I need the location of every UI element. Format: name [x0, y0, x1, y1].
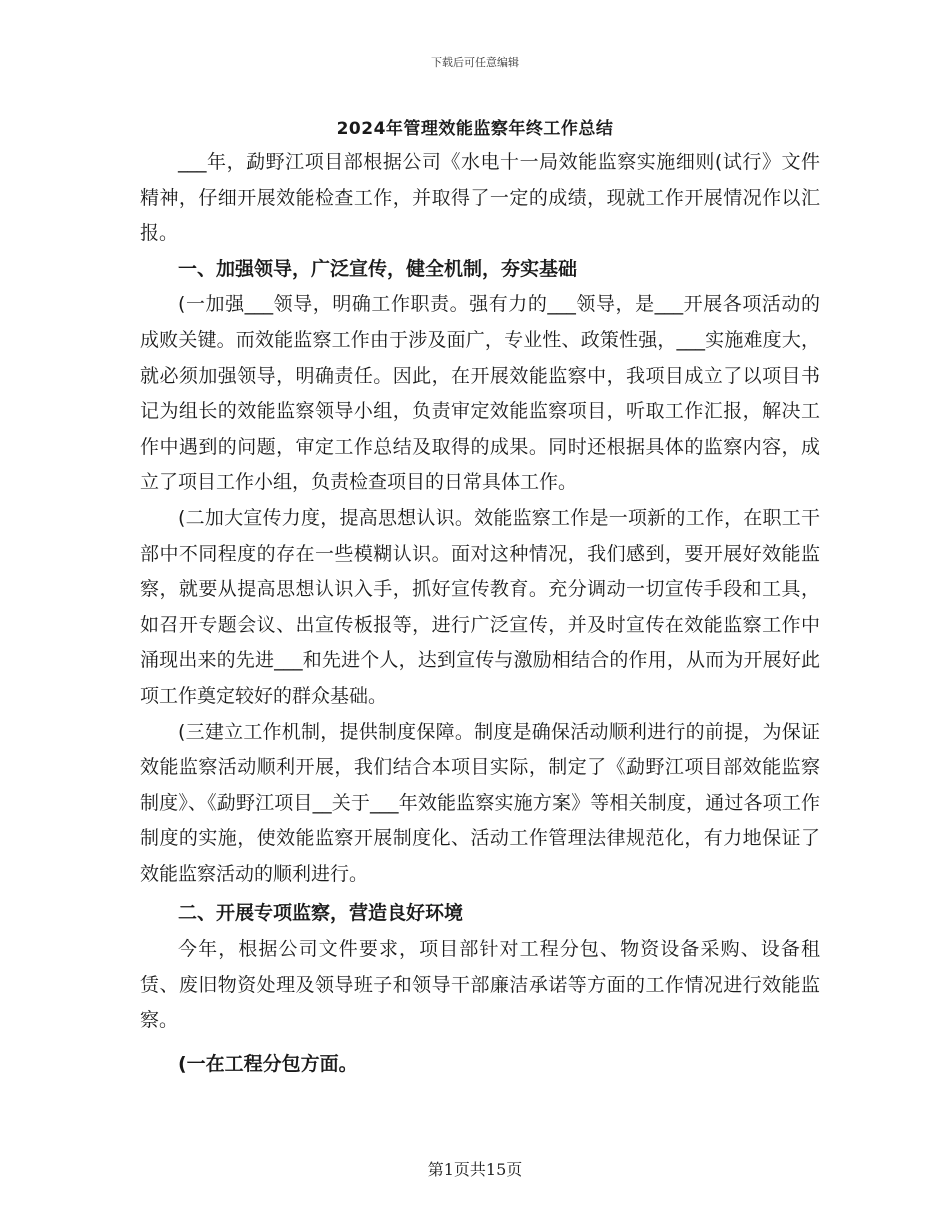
page-number: 第1页共15页 — [427, 1160, 523, 1179]
paragraph-mechanism: (三建立工作机制，提供制度保障。制度是确保活动顺利进行的前提，为保证效能监察活动顺利开展，我们结合本项目实际，制定了《勐野江项目部效能监察制度》、《勐野江项目__关于___年效能监察实施方案》等相关制度，通过各项工作制度的实施，使效能监察开展制度化、活动工作管理法律规范化，有力地保证了效能监察活动的顺利进行。 — [140, 720, 820, 885]
section-heading-2: 二、开展专项监察，营造良好环境 — [178, 902, 464, 925]
paragraph-leadership: (一加强___领导，明确工作职责。强有力的___领导，是___开展各项活动的成败关键。而效能监察工作由于涉及面广，专业性、政策性强，___实施难度大，就必须加强领导，明确责任。因此，在开展效能监察中，我项目成立了以项目书记为组长的效能监察领导小组，负责审定效能监察项目，听取工作汇报，解决工作中遇到的问题，审定工作总结及取得的成果。同时还根据具体的监察内容，成立了项目工作小组，负责检查项目的日常具体工作。 — [140, 293, 820, 494]
section-heading-1: 一、加强领导，广泛宣传，健全机制，夯实基础 — [178, 257, 578, 280]
paragraph-special-supervision: 今年，根据公司文件要求，项目部针对工程分包、物资设备采购、设备租赁、废旧物资处理及领导班子和领导干部廉洁承诺等方面的工作情况进行效能监察。 — [140, 938, 820, 1032]
header-note: 下载后可任意编辑 — [431, 56, 519, 69]
paragraph-publicity: (二加大宣传力度，提高思想认识。效能监察工作是一项新的工作，在职工干部中不同程度的存在一些模糊认识。面对这种情况，我们感到，要开展好效能监察，就要从提高思想认识入手，抓好宣传教育。充分调动一切宣传手段和工具，如召开专题会议、出宣传板报等，进行广泛宣传，并及时宣传在效能监察工作中涌现出来的先进___和先进个人，达到宣传与激励相结合的作用，从而为开展好此项工作奠定较好的群众基础。 — [140, 506, 820, 707]
document-title: 2024年管理效能监察年终工作总结 — [336, 119, 614, 139]
subsection-heading-subcontracting: (一在工程分包方面。 — [178, 1052, 358, 1075]
intro-paragraph: ___年，勐野江项目部根据公司《水电十一局效能监察实施细则(试行》文件精神，仔细开展效能检查工作，并取得了一定的成绩，现就工作开展情况作以汇报。 — [140, 151, 820, 245]
document-body — [140, 145, 820, 1082]
